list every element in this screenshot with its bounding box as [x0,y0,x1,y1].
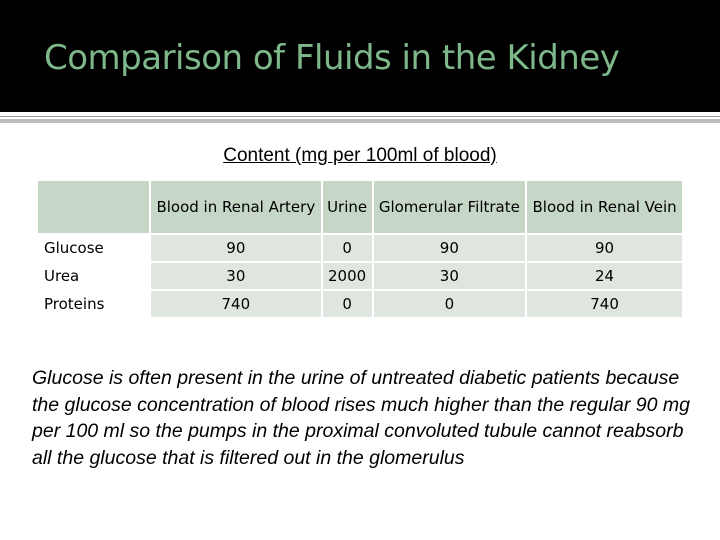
table-header-row [38,181,682,233]
row-label: Proteins [38,291,149,317]
slide-title: Comparison of Fluids in the Kidney [44,38,620,78]
table-cell: 90 [151,235,321,261]
fluid-comparison-table [36,179,684,319]
table-cell: 24 [527,263,682,289]
divider-thin [0,116,720,117]
explanation-text: Glucose is often present in the urine of untreated diabetic patients because the glucose concentration of blood rises much higher than the regular 90 mg per 100 ml so the pumps in the proximal convoluted tubule cannot reabsorb all the glucose that is filtered out in the glomerulus [32,367,690,469]
header-cell-renal-vein: Blood in Renal Vein [527,181,682,233]
table-cell: 0 [323,291,372,317]
table-cell: 0 [323,235,372,261]
table-cell: 90 [527,235,682,261]
row-label: Glucose [38,235,149,261]
table-cell: 2000 [323,263,372,289]
table-cell: 740 [527,291,682,317]
table-cell: 90 [374,235,526,261]
row-label: Urea [38,263,149,289]
table-cell: 30 [374,263,526,289]
table-row-urea [38,263,682,289]
table-row-glucose [38,235,682,261]
title-bar [0,0,720,112]
table-cell: 0 [374,291,526,317]
table-cell: 740 [151,291,321,317]
header-cell-glomerular-filtrate: Glomerular Filtrate [374,181,526,233]
header-cell-renal-artery: Blood in Renal Artery [151,181,321,233]
header-cell-blank [38,181,149,233]
table-caption-text: Content (mg per 100ml of blood) [223,145,497,166]
table-cell: 30 [151,263,321,289]
table-caption [0,145,720,167]
table-row-proteins [38,291,682,317]
divider-thick [0,119,720,123]
header-cell-urine: Urine [323,181,372,233]
